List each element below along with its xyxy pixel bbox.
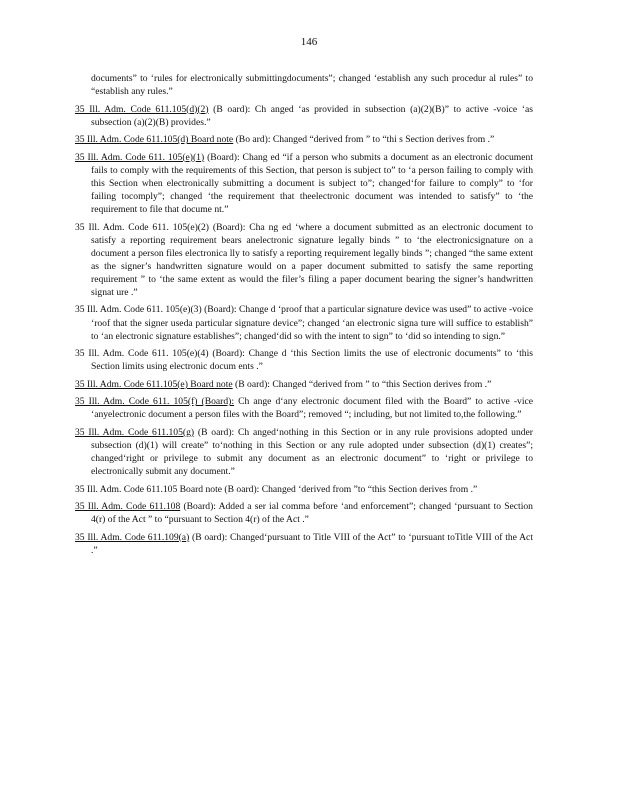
citation: 35 Ill. Adm. Code 611. 105(e)(1) [75, 151, 205, 163]
paragraph-611-105-f [75, 395, 533, 421]
citation: 35 Ill. Adm. Code 611. 105(f) (Board): [75, 396, 235, 408]
paragraph-text: (B oard): Ch anged ‘as provided in subsection (a)(2)(B)” to active -voice ‘as subsection (a)(2)(B) provides.” [91, 103, 533, 128]
citation: 35 Ill. Adm. Code 611.105(d)(2) [75, 103, 209, 115]
paragraph-text: documents” to ‘rules for electronically submittingdocuments”; changed ‘establish any such procedur al rules” to “establish any rules.” [91, 73, 533, 98]
paragraph-text: (Board): Chang ed “if a person who submits a document as an electronic document fails to comply with the requirements of this Section, that person is subject to” to ‘a person failing to comply with this Section when electronically submitting a document is subject to”; changed‘for failure to comply” to ‘for failing tocomply”; changed ‘the requirement that theelectronic document was intended to satisfy” to ‘the requirement to file that docume nt.” [91, 151, 533, 216]
paragraph-text: Ch ange d‘any electronic document filed with the Board” to active -vice ‘anyelectronic document a person files with the Board”; removed “; including, but not limited to,the following.” [91, 396, 534, 421]
paragraph-text: 35 Ill. Adm. Code 611. 105(e)(2) (Board): Cha ng ed ‘where a document submitted as an electronic document to satisfy a reporting requirement bears anelectronic signature legally binds ” to ‘the electronicsignature on a document a person files electronica lly to satisfy a reporting requirement legally binds ”; changed “the same extent as the signer’s handwritten signature would on a paper document submitted to satisfy the same reporting requirement ” to ‘the same extent as would the filer’s filing a paper document bearing the signer’s handwritten signat ure .” [75, 221, 533, 298]
paragraph-611-105-e-board-note [75, 378, 533, 391]
citation: 35 Ill. Adm. Code 611.108 [75, 501, 181, 513]
paragraph-text: (Board): Added a ser ial comma before ‘and enforcement”; changed ‘pursuant to Section 4(r) of the Act ” to “pursuant to Section 4(r) of the Act .” [91, 501, 533, 526]
paragraph-611-105-e-1 [75, 151, 533, 216]
paragraph-611-108 [75, 500, 533, 526]
paragraph-text: (B oard): Changed “derived from ” to “this Section derives from .” [232, 378, 492, 390]
paragraph-611-105-e-2 [75, 221, 533, 300]
paragraph-text: 35 Ill. Adm. Code 611. 105(e)(3) (Board): Change d ‘proof that a particular signature device was used” to active -voice ‘roof that the signer useda particular signature device”; changed ‘an electronic signa ture will suffice to establish” to ‘an electronic signature establishes”; changed‘did so with the intent to sign” to ‘did so intending to sign.” [75, 304, 533, 342]
citation: 35 Ill. Adm. Code 611.105(g) [75, 426, 195, 438]
paragraph-continuation [75, 72, 533, 98]
paragraph-text: (B oard): Changed‘pursuant to Title VIII of the Act” to ‘pursuant toTitle VIII of the Act .” [91, 531, 533, 556]
paragraph-611-105-board-note [75, 483, 533, 496]
citation: 35 Ill. Adm. Code 611.105(e) Board note [75, 378, 233, 390]
page-body [75, 72, 533, 561]
citation: 35 Ill. Adm. Code 611.105(d) Board note [75, 134, 234, 146]
paragraph-611-105-e-3 [75, 303, 533, 342]
paragraph-text: (B oard): Ch anged‘nothing in this Section or in any rule provisions adopted under subsection (d)(1) will create” to‘nothing in this Section or any rule adopted under subsection (d)(1) creates”; changed‘right or privilege to submit any document as an electronic document” to ‘right or privilege to electronically submit any document.” [91, 426, 534, 478]
paragraph-text: 35 Ill. Adm. Code 611. 105(e)(4) (Board): Change d ‘this Section limits the use of electronic documents” to ‘this Section limits using electronic docum ents .” [75, 348, 533, 373]
paragraph-611-109-a [75, 531, 533, 557]
paragraph-611-105-g [75, 426, 533, 478]
paragraph-611-105-d-2 [75, 103, 533, 129]
page-number: 146 [300, 36, 318, 48]
paragraph-611-105-d-board-note [75, 133, 533, 146]
citation: 35 Ill. Adm. Code 611.109(a) [75, 531, 190, 543]
paragraph-text: 35 Ill. Adm. Code 611.105 Board note (B oard): Changed ‘derived from ”to “this Section derives from .” [75, 483, 478, 495]
paragraph-text: (Bo ard): Changed “derived from ” to “thi s Section derives from .” [233, 134, 495, 146]
paragraph-611-105-e-4 [75, 347, 533, 373]
